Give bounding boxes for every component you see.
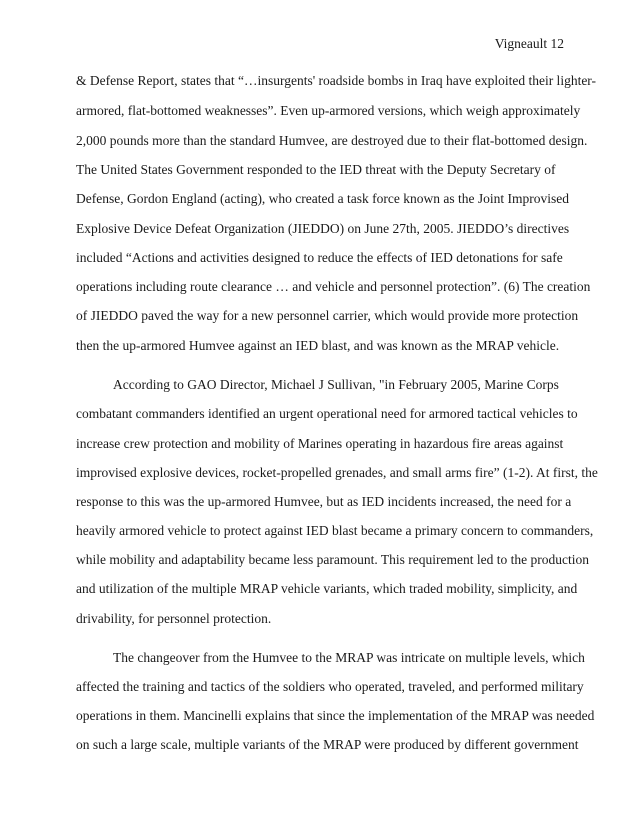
paragraph-first-line: According to GAO Director, Michael J Sullivan, "in February 2005, Marine Corps <box>113 377 559 392</box>
paragraph-line: of JIEDDO paved the way for a new personnel carrier, which would provide more protection <box>76 308 579 323</box>
paragraph-line: armored, flat-bottomed weaknesses”. Even up-armored versions, which weigh approximately <box>76 103 581 118</box>
paragraph-line: on such a large scale, multiple variants of the MRAP were produced by different government <box>76 737 579 752</box>
paragraph-line: Explosive Device Defeat Organization (JIEDDO) on June 27th, 2005. JIEDDO’s directives <box>76 221 570 236</box>
paragraph-line: combatant commanders identified an urgent operational need for armored tactical vehicles to <box>76 406 578 421</box>
paragraph-line: response to this was the up-armored Humvee, but as IED incidents increased, the need for a <box>76 494 572 509</box>
paragraph-line: increase crew protection and mobility of Marines operating in hazardous fire areas against <box>76 436 564 451</box>
paragraph-line: heavily armored vehicle to protect against IED blast became a primary concern to commanders, <box>76 523 594 538</box>
paragraph-line: drivability, for personnel protection. <box>76 611 272 626</box>
paragraph-line: Defense, Gordon England (acting), who created a task force known as the Joint Improvised <box>76 191 569 206</box>
running-head: Vigneault 12 <box>494 36 564 51</box>
paragraph-line: operations including route clearance … and vehicle and personnel protection”. (6) The creation <box>76 279 591 294</box>
paragraph-line: and utilization of the multiple MRAP vehicle variants, which traded mobility, simplicity, and <box>76 581 578 596</box>
paragraph-first-line: The changeover from the Humvee to the MRAP was intricate on multiple levels, which <box>113 650 585 665</box>
paragraph-line: 2,000 pounds more than the standard Humvee, are destroyed due to their flat-bottomed design. <box>76 133 588 148</box>
paragraph-line: improvised explosive devices, rocket-propelled grenades, and small arms fire” (1-2). At first, the <box>76 465 598 480</box>
paragraph-line: included “Actions and activities designed to reduce the effects of IED detonations for safe <box>76 250 563 265</box>
paragraph-line: while mobility and adaptability became less paramount. This requirement led to the production <box>76 552 589 567</box>
paragraph-line: then the up-armored Humvee against an IED blast, and was known as the MRAP vehicle. <box>76 338 560 353</box>
paragraph-line: & Defense Report, states that “…insurgents' roadside bombs in Iraq have exploited their lighter- <box>76 73 597 88</box>
paragraph-line: operations in them. Mancinelli explains that since the implementation of the MRAP was needed <box>76 708 595 723</box>
paragraph-line: affected the training and tactics of the soldiers who operated, traveled, and performed military <box>76 679 584 694</box>
paragraph-line: The United States Government responded to the IED threat with the Deputy Secretary of <box>76 162 556 177</box>
